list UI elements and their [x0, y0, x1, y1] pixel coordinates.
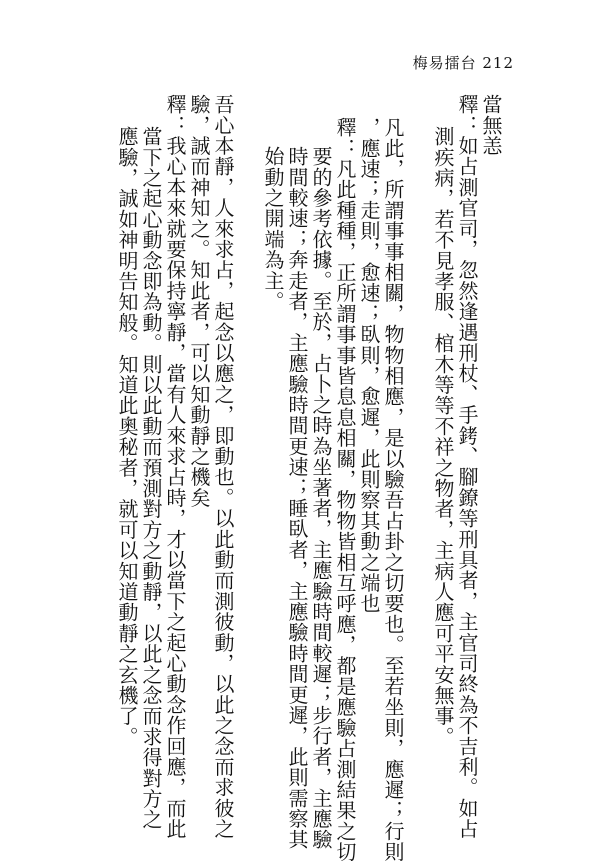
text-column-6: 釋：凡此種種，正所謂事事皆息息相關，物物皆相互呼應，都是應驗占測結果之切 [333, 117, 357, 862]
text-column-14: 應驗，誠如神明告知般。知道此奧秘者，就可以知道動靜之玄機了。 [115, 126, 139, 747]
text-column-1: 當無恙 [479, 94, 503, 157]
text-column-8: 時間較速；奔走者，主應驗時間更速；睡臥者，主應驗時間更遲，此則需察其 [285, 146, 309, 850]
text-column-3: 測疾病，若不見孝服、棺木等等不祥之物者，主病人應可平安無事。 [431, 126, 455, 747]
text-column-10: 吾心本靜，人來求占，起念以應之，即動也。以此動而測彼動，以此之念而求彼之 [211, 94, 235, 840]
text-column-2: 釋：如占測官司，忽然逢遇刑杖、手銬、腳鐐等刑具者，主官司終為不吉利。如占 [455, 94, 479, 840]
text-column-11: 驗，誠而神知之。知此者，可以知動靜之機矣 [187, 94, 211, 508]
text-column-12: 釋：我心本來就要保持寧靜，當有人來求占時，才以當下之起心動念作回應，而此 [163, 94, 187, 840]
text-column-13: 當下之起心動念即為動。則以此動而預測對方之動靜，以此之念而求得對方之 [139, 126, 163, 830]
text-column-7: 要的參考依據。至於，占卜之時為坐著者，主應驗時間較遲；步行者，主應驗 [309, 146, 333, 850]
text-column-4: 凡此，所謂事事相關，物物相應，是以驗吾占卦之切要也。至若坐則，應遲；行則 [381, 117, 405, 862]
text-column-5: ，應速；走則，愈速；臥則，愈遲，此則察其動之端也 [357, 117, 381, 614]
text-column-9: 始動之開端為主。 [261, 146, 285, 312]
page-header: 梅易擂台 212 [412, 54, 514, 72]
